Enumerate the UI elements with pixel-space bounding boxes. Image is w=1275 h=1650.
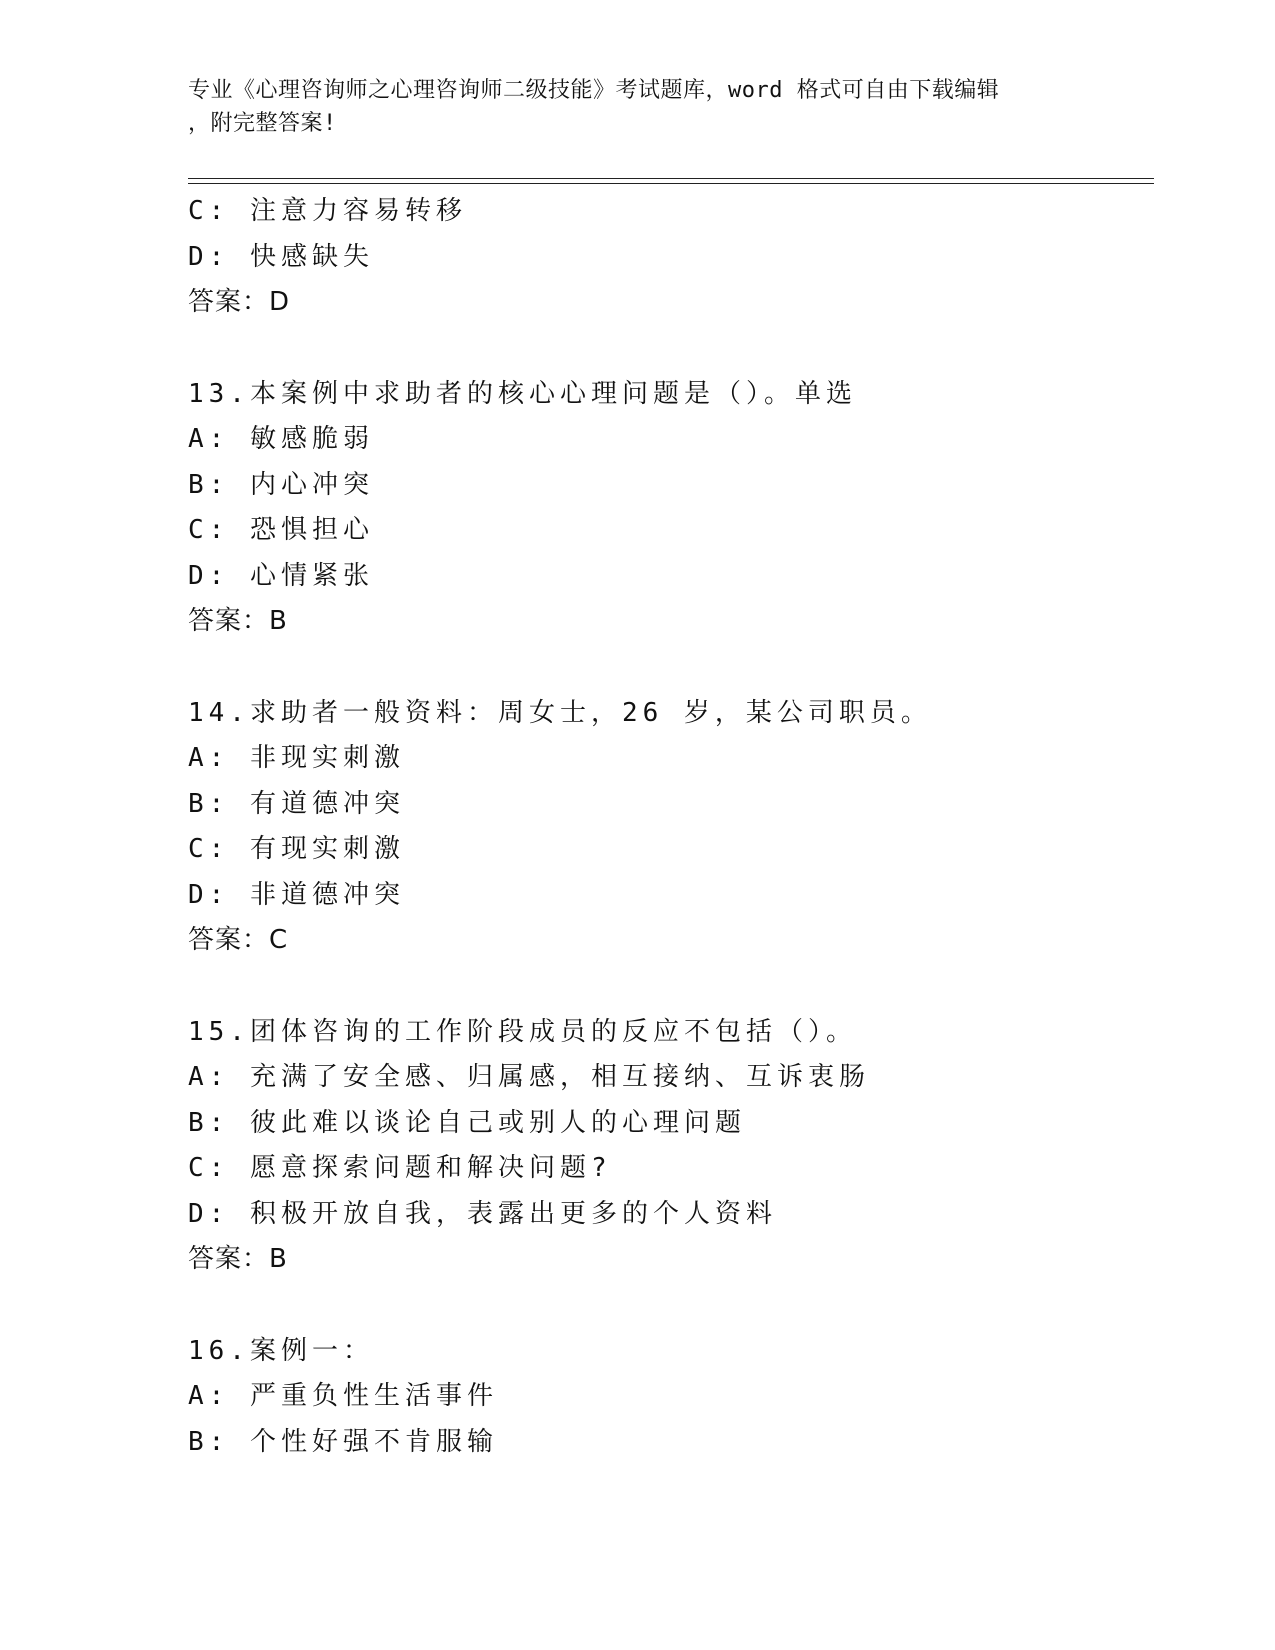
option-a: A: 敏感脆弱 xyxy=(188,424,374,454)
option-b: B: 内心冲突 xyxy=(188,469,374,500)
question-14 xyxy=(188,691,1154,964)
option-c: C: 愿意探索问题和解决问题? xyxy=(188,1153,612,1183)
option-d: D: 非道德冲突 xyxy=(188,879,405,910)
option-a: A: 充满了安全感、归属感，相互接纳、互诉衷肠 xyxy=(188,1062,870,1092)
spacer xyxy=(188,645,1154,691)
answer: 答案：C xyxy=(188,925,289,955)
header-line-2: ，附完整答案! xyxy=(188,111,337,136)
option-d: D: 快感缺失 xyxy=(188,241,374,272)
spacer xyxy=(188,964,1154,1010)
document-header xyxy=(188,74,1088,140)
option-b: B: 个性好强不肯服输 xyxy=(188,1426,498,1457)
option-a: A: 严重负性生活事件 xyxy=(188,1381,498,1411)
question-stem: 15.团体咨询的工作阶段成员的反应不包括（）。 xyxy=(188,1016,857,1047)
spacer xyxy=(188,326,1154,372)
question-16 xyxy=(188,1329,1154,1466)
question-15 xyxy=(188,1010,1154,1283)
header-rule-top xyxy=(188,178,1154,179)
header-rule-bottom xyxy=(188,183,1154,184)
option-d: D: 积极开放自我，表露出更多的个人资料 xyxy=(188,1198,777,1229)
option-b: B: 彼此难以谈论自己或别人的心理问题 xyxy=(188,1107,746,1138)
option-c: C: 恐惧担心 xyxy=(188,515,374,545)
question-stem: 14.求助者一般资料：周女士，26 岁，某公司职员。 xyxy=(188,697,932,728)
spacer xyxy=(188,1283,1154,1329)
option-d: D: 心情紧张 xyxy=(188,560,374,591)
header-line-1: 专业《心理咨询师之心理咨询师二级技能》考试题库，word 格式可自由下载编辑 xyxy=(188,78,1000,103)
answer: 答案：B xyxy=(188,606,288,636)
question-stem: 13.本案例中求助者的核心心理问题是（）。单选 xyxy=(188,378,857,409)
answer: 答案：D xyxy=(188,287,291,317)
option-a: A: 非现实刺激 xyxy=(188,743,405,773)
question-stem: 16.案例一： xyxy=(188,1335,374,1366)
question-list xyxy=(188,189,1154,1465)
question-13 xyxy=(188,372,1154,645)
option-c: C: 有现实刺激 xyxy=(188,834,405,864)
question-fragment-12 xyxy=(188,189,1154,326)
answer: 答案：B xyxy=(188,1244,288,1274)
option-c: C: 注意力容易转移 xyxy=(188,196,467,226)
option-b: B: 有道德冲突 xyxy=(188,788,405,819)
